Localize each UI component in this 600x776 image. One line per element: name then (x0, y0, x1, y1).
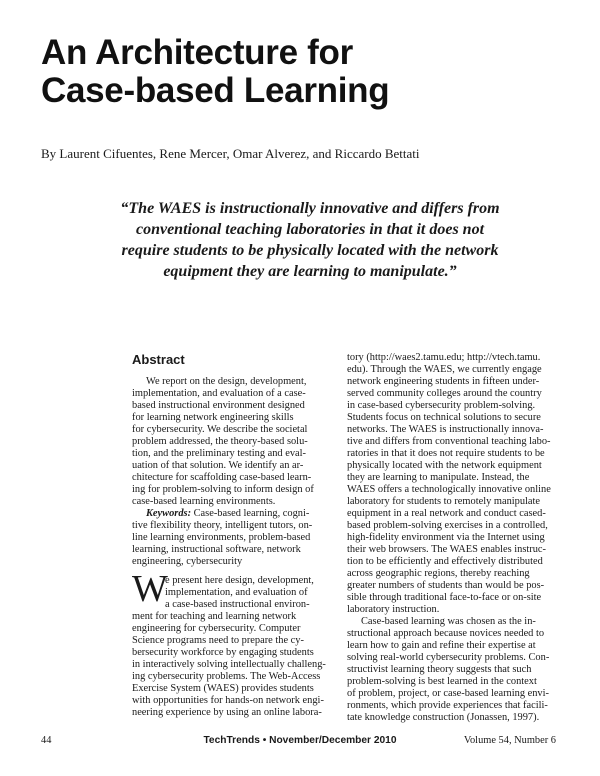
body-line: learn how to gain and refine their expertise at (347, 640, 536, 651)
body-line: network engineering students in fifteen under- (347, 376, 540, 387)
body-line: laboratory instruction. (347, 604, 440, 615)
keywords-label: Keywords: (146, 508, 192, 519)
page-footer (0, 735, 600, 749)
body-line: physically located with the network equipment (347, 460, 542, 471)
body-line: a case-based instructional environ- (165, 599, 310, 610)
body-line: implementation, and evaluation of (165, 587, 308, 598)
body-line: ing cybersecurity problems. The Web-Access (132, 671, 321, 682)
abstract-heading: Abstract (132, 352, 185, 367)
keywords-line (132, 508, 337, 520)
body-line: based problem-solving exercises in a controlled, (347, 520, 548, 531)
pull-quote-line: equipment they are learning to manipulate.” (163, 263, 457, 280)
abstract-line: for cybersecurity. We describe the societal (132, 424, 308, 435)
body-line: Exercise System (WAES) provides students (132, 683, 314, 694)
title-line-2: Case-based Learning (41, 71, 390, 110)
abstract-line: We report on the design, development, (146, 376, 307, 387)
body-line: tion to be efficiently and effectively distributed (347, 556, 543, 567)
body-line: ment for teaching and learning network (132, 611, 297, 622)
keywords-line: line learning environments, problem-based (132, 532, 311, 543)
body-line: networks. The WAES is instructionally innova- (347, 424, 544, 435)
abstract-line: ing for problem-solving to inform design of (132, 484, 314, 495)
body-line: bersecurity workforce by engaging students (132, 647, 314, 658)
pull-quote-line: “The WAES is instructionally innovative and differs from (120, 200, 500, 217)
pull-quote-line: conventional teaching laboratories in that it does not (135, 221, 485, 238)
journal-issue: TechTrends • November/December 2010 (203, 735, 397, 746)
body-line: their web browsers. The WAES enables instruc- (347, 544, 547, 555)
body-line: served community colleges around the country (347, 388, 542, 399)
abstract-line: uation of that solution. We identify an ar- (132, 460, 304, 471)
abstract-line: for learning network engineering skills (132, 412, 294, 423)
body-line: problem-solving is best learned in the context (347, 676, 537, 687)
abstract-line: problem addressed, the theory-based solu- (132, 436, 308, 447)
keywords-line: learning, instructional software, network (132, 544, 301, 555)
body-line: in case-based cybersecurity problem-solving. (347, 400, 536, 411)
body-line: Students focus on technical solutions to secure (347, 412, 541, 423)
body-line: structivist learning theory suggests that such (347, 664, 532, 675)
abstract-line: tion, and the preliminary testing and eval- (132, 448, 306, 459)
keywords-text: Case-based learning, cogni- (191, 508, 310, 519)
body-line: equipment in a real network and conduct cased- (347, 508, 546, 519)
article-title (41, 34, 561, 110)
drop-cap: W (132, 568, 168, 610)
body-line: e present here design, development, (165, 575, 314, 586)
body-line: Science programs need to prepare the cy- (132, 635, 304, 646)
body-line: high-fidelity environment via the Internet using (347, 532, 545, 543)
body-line: laboratory for students to remotely manipulate (347, 496, 541, 507)
body-line: tory (http://waes2.tamu.edu; http://vtech.tamu. (347, 352, 541, 363)
body-line: engineering for cybersecurity. Computer (132, 623, 301, 634)
body-line: in interactively solving intellectually challeng- (132, 659, 326, 670)
abstract-line: case-based learning environments. (132, 496, 276, 507)
author-byline: By Laurent Cifuentes, Rene Mercer, Omar Alverez, and Riccardo Bettati (41, 146, 420, 161)
body-line: ratories in that it does not require students to be (347, 448, 545, 459)
body-line: neering experience by using an online labora- (132, 707, 322, 718)
keywords-line: engineering, cybersecurity (132, 556, 243, 567)
body-line: with opportunities for hands-on network engi- (132, 695, 324, 706)
body-line: Case-based learning was chosen as the in- (361, 616, 536, 627)
abstract-line: implementation, and evaluation of a case- (132, 388, 306, 399)
body-text-right (347, 352, 562, 724)
title-line-1: An Architecture for (41, 33, 353, 72)
body-line: they are learning to manipulate. Instead, the (347, 472, 530, 483)
abstract-body (132, 376, 337, 568)
body-line: WAES offers a technologically innovative online (347, 484, 551, 495)
volume-number: Volume 54, Number 6 (463, 735, 556, 746)
body-text-left (132, 575, 337, 719)
body-line: tive and differs from conventional teaching labo- (347, 436, 551, 447)
keywords-line: tive flexibility theory, intelligent tutors, on- (132, 520, 313, 531)
body-line: across geographic regions, thereby reaching (347, 568, 530, 579)
abstract-line: chitecture for scaffolding case-based learn- (132, 472, 312, 483)
body-line: tate knowledge construction (Jonassen, 1997). (347, 712, 540, 723)
body-line: greater numbers of students than would be pos- (347, 580, 545, 591)
pull-quote (60, 198, 560, 282)
page-number: 44 (41, 735, 52, 746)
body-line: edu). Through the WAES, we currently engage (347, 364, 542, 375)
body-line: structional approach because novices needed to (347, 628, 545, 639)
body-line: of problem, project, or case-based learning envi- (347, 688, 549, 699)
body-line: solving real-world cybersecurity problems. Con- (347, 652, 550, 663)
abstract-line: based instructional environment designed (132, 400, 305, 411)
pull-quote-line: require students to be physically located with the network (121, 242, 499, 259)
body-line: ronments, which provide experiences that facili- (347, 700, 548, 711)
body-line: sible through traditional face-to-face or on-site (347, 592, 542, 603)
